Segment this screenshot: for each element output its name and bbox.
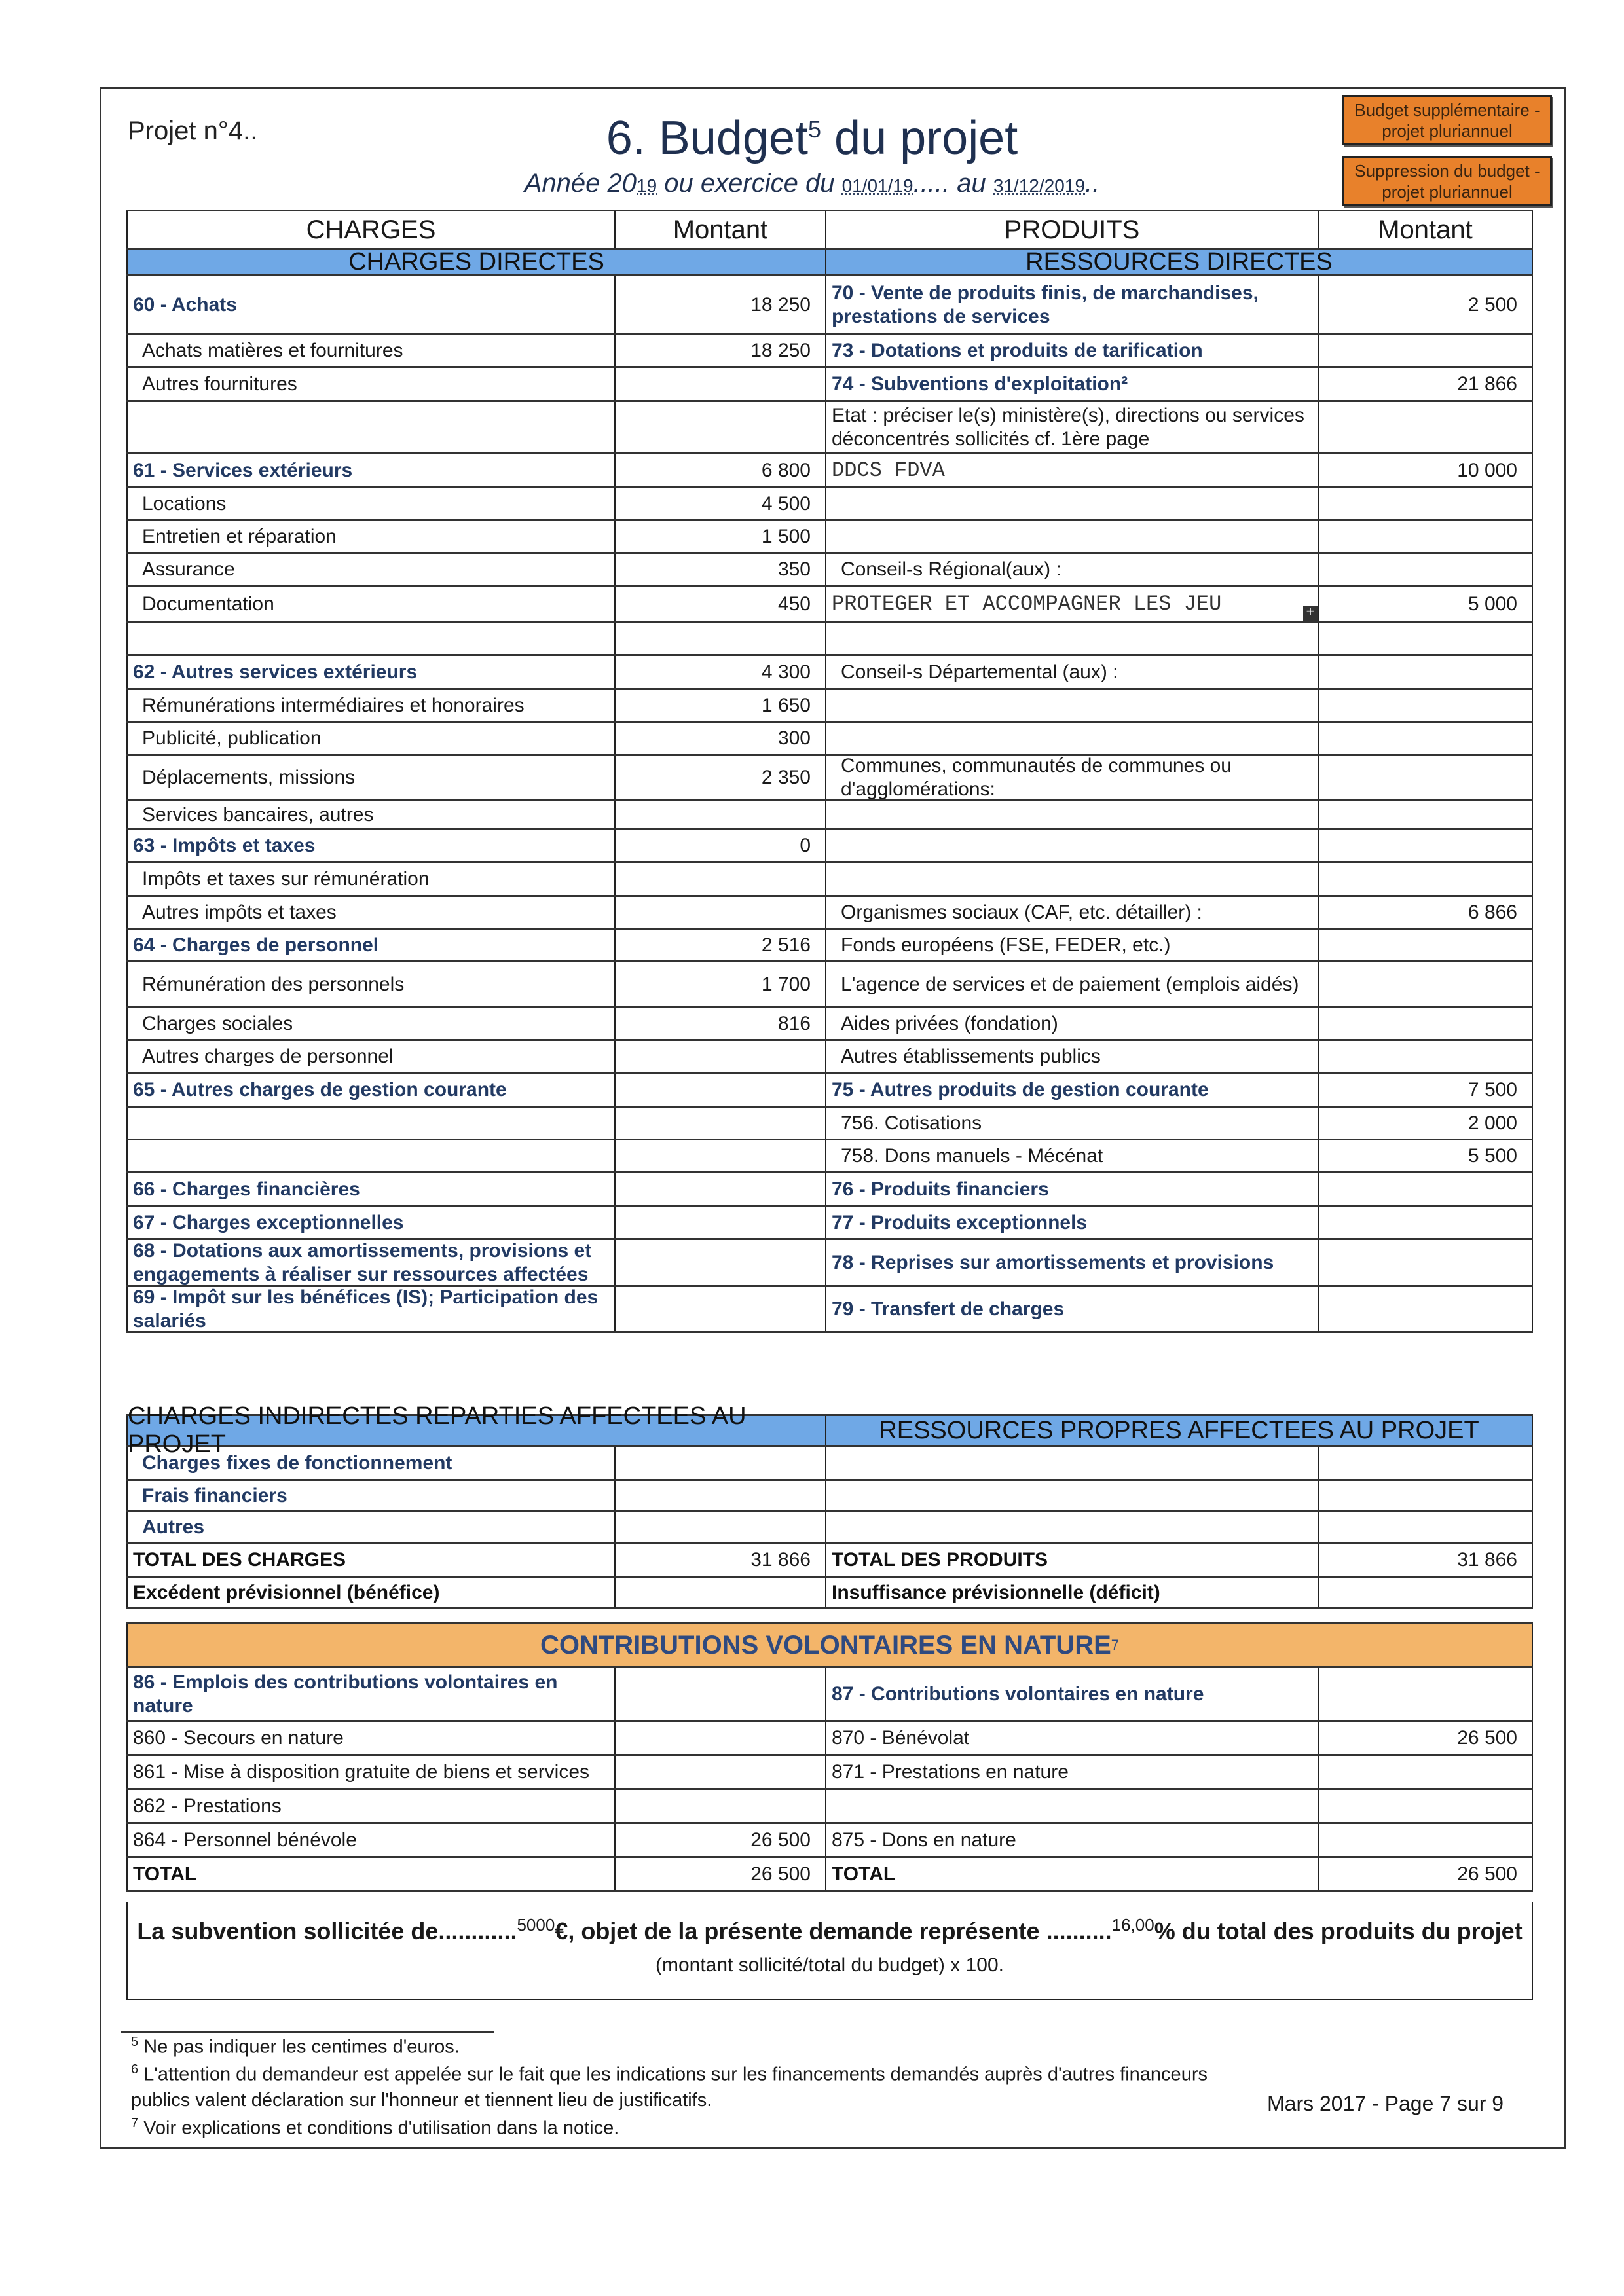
table-row xyxy=(126,1790,1533,1824)
charge-cell[interactable]: Frais financiers xyxy=(126,1481,614,1510)
table-row xyxy=(126,962,1533,1008)
header-montant-charges: Montant xyxy=(614,211,825,248)
charge-cell[interactable]: Charges sociales xyxy=(126,1008,614,1039)
table-row xyxy=(126,1481,1533,1512)
date-to-field[interactable]: 31/12/2019 xyxy=(993,175,1086,196)
charge-cell[interactable] xyxy=(126,1140,614,1171)
produit-amount-cell[interactable] xyxy=(1318,521,1533,552)
table-row xyxy=(126,454,1533,488)
charge-cell[interactable]: Assurance xyxy=(126,554,614,585)
table-row xyxy=(126,1824,1533,1858)
produit-amount-cell[interactable] xyxy=(1318,801,1533,828)
produit-amount-cell[interactable]: 26 500 xyxy=(1318,1722,1533,1754)
charge-amount-cell[interactable]: 18 250 xyxy=(614,335,825,366)
table-row xyxy=(126,521,1533,554)
insuffisance-label: Insuffisance prévisionnelle (déficit) xyxy=(825,1578,1318,1607)
page-title: 6. Budget$^5$ du projet xyxy=(606,112,1018,164)
produit-cell[interactable]: Organismes sociaux (CAF, etc. détailler) : xyxy=(825,897,1318,928)
table-row xyxy=(126,1173,1533,1207)
produit-amount-cell[interactable] xyxy=(1318,1447,1533,1479)
produit-amount-cell[interactable] xyxy=(1318,1756,1533,1788)
produit-cell[interactable]: TOTAL xyxy=(825,1858,1318,1890)
charge-amount-cell[interactable] xyxy=(614,1722,825,1754)
produit-amount-cell[interactable] xyxy=(1318,863,1533,895)
charge-amount-cell[interactable]: 4 500 xyxy=(614,488,825,519)
table-row xyxy=(126,488,1533,521)
produit-cell[interactable] xyxy=(825,1447,1318,1479)
produit-cell[interactable]: 74 - Subventions d'exploitation² xyxy=(825,368,1318,400)
charge-cell[interactable]: 68 - Dotations aux amortissements, provisions et engagements à réaliser sur ressources affectées xyxy=(126,1240,614,1285)
total-produits[interactable]: 31 866 xyxy=(1318,1544,1533,1576)
charge-amount-cell[interactable]: 1 700 xyxy=(614,962,825,1006)
charge-cell[interactable]: Charges fixes de fonctionnement xyxy=(126,1447,614,1479)
produit-amount-cell[interactable]: 5 500 xyxy=(1318,1140,1533,1171)
charge-amount-cell[interactable]: 2 350 xyxy=(614,756,825,799)
charge-cell[interactable]: 860 - Secours en nature xyxy=(126,1722,614,1754)
table-row xyxy=(126,335,1533,368)
charge-amount-cell[interactable] xyxy=(614,1756,825,1788)
produit-amount-cell[interactable] xyxy=(1318,690,1533,721)
table-row xyxy=(126,1722,1533,1756)
produit-cell[interactable] xyxy=(825,863,1318,895)
charge-amount-cell[interactable] xyxy=(614,402,825,452)
table-row xyxy=(126,1240,1533,1287)
table-row xyxy=(126,402,1533,454)
produit-cell[interactable]: 70 - Vente de produits finis, de marchandises, prestations de services xyxy=(825,276,1318,333)
charge-amount-cell[interactable]: 816 xyxy=(614,1008,825,1039)
produit-amount-cell[interactable]: 6 866 xyxy=(1318,897,1533,928)
header-produits: PRODUITS xyxy=(825,211,1318,248)
produit-amount-cell[interactable] xyxy=(1318,1240,1533,1285)
footnote-divider xyxy=(121,2031,494,2033)
produit-cell[interactable] xyxy=(825,830,1318,861)
charge-amount-cell[interactable] xyxy=(614,1041,825,1072)
charge-amount-cell[interactable]: 6 800 xyxy=(614,454,825,486)
produit-cell[interactable]: 73 - Dotations et produits de tarification xyxy=(825,335,1318,366)
table-row xyxy=(126,897,1533,930)
insuffisance[interactable] xyxy=(1318,1578,1533,1607)
charge-amount-cell[interactable] xyxy=(614,1074,825,1106)
produit-cell[interactable]: 79 - Transfert de charges xyxy=(825,1287,1318,1331)
produit-amount-cell[interactable] xyxy=(1318,623,1533,654)
produit-cell[interactable] xyxy=(825,1481,1318,1510)
table-row xyxy=(126,1207,1533,1240)
table-row xyxy=(126,801,1533,830)
charge-cell[interactable]: Achats matières et fournitures xyxy=(126,335,614,366)
produit-cell[interactable] xyxy=(825,801,1318,828)
produit-amount-cell[interactable] xyxy=(1318,1668,1533,1720)
produit-cell[interactable] xyxy=(825,623,1318,654)
table-row xyxy=(126,863,1533,897)
produit-amount-cell[interactable] xyxy=(1318,402,1533,452)
charge-amount-cell[interactable] xyxy=(614,801,825,828)
produit-amount-cell[interactable] xyxy=(1318,756,1533,799)
table-row xyxy=(126,1140,1533,1173)
charge-amount-cell[interactable] xyxy=(614,1287,825,1331)
charge-amount-cell[interactable] xyxy=(614,623,825,654)
table-row xyxy=(126,830,1533,863)
produit-amount-cell[interactable] xyxy=(1318,1008,1533,1039)
charge-amount-cell[interactable] xyxy=(614,897,825,928)
header-charges: CHARGES xyxy=(126,211,614,248)
charge-cell[interactable]: Impôts et taxes sur rémunération xyxy=(126,863,614,895)
charge-amount-cell[interactable]: 4 300 xyxy=(614,656,825,688)
excedent[interactable] xyxy=(614,1578,825,1607)
charge-cell[interactable]: 862 - Prestations xyxy=(126,1790,614,1822)
charge-cell[interactable]: 61 - Services extérieurs xyxy=(126,454,614,486)
charge-amount-cell[interactable]: 26 500 xyxy=(614,1858,825,1890)
charge-cell[interactable]: 69 - Impôt sur les bénéfices (IS); Participation des salariés xyxy=(126,1287,614,1331)
charge-cell[interactable]: 67 - Charges exceptionnelles xyxy=(126,1207,614,1238)
produit-amount-cell[interactable]: 7 500 xyxy=(1318,1074,1533,1106)
charge-cell[interactable]: Services bancaires, autres xyxy=(126,801,614,828)
charge-cell[interactable]: Documentation xyxy=(126,587,614,621)
charge-amount-cell[interactable]: 350 xyxy=(614,554,825,585)
charge-amount-cell[interactable] xyxy=(614,368,825,400)
section-ressources-propres: RESSOURCES PROPRES AFFECTEES AU PROJET xyxy=(825,1416,1533,1445)
footnote-6: $^6$ L'attention du demandeur est appelée sur le fait que les indications sur les financements demandés auprès d'autres financeurs xyxy=(131,2062,1208,2085)
charge-amount-cell[interactable] xyxy=(614,1447,825,1479)
produit-text: PROTEGER ET ACCOMPAGNER LES JEU xyxy=(832,592,1222,616)
table-row xyxy=(126,623,1533,656)
table-row xyxy=(126,756,1533,801)
produit-cell[interactable] xyxy=(825,521,1318,552)
produit-amount-cell[interactable] xyxy=(1318,962,1533,1006)
charge-amount-cell[interactable] xyxy=(614,1207,825,1238)
charge-cell[interactable] xyxy=(126,402,614,452)
header-montant-produits: Montant xyxy=(1318,211,1533,248)
produit-amount-cell[interactable] xyxy=(1318,1207,1533,1238)
charge-amount-cell[interactable]: 1 650 xyxy=(614,690,825,721)
charge-amount-cell[interactable] xyxy=(614,863,825,895)
table-row xyxy=(126,930,1533,962)
table-row xyxy=(126,1287,1533,1333)
produit-amount-cell[interactable]: 2 500 xyxy=(1318,276,1533,333)
produit-cell[interactable] xyxy=(825,1790,1318,1822)
charge-cell[interactable]: Entretien et réparation xyxy=(126,521,614,552)
section-contributions-title: CONTRIBUTIONS VOLONTAIRES EN NATURE 7 xyxy=(126,1624,1533,1666)
produit-amount-cell[interactable] xyxy=(1318,723,1533,754)
charge-cell[interactable]: Autres fournitures xyxy=(126,368,614,400)
charge-amount-cell[interactable] xyxy=(614,1173,825,1205)
charge-cell[interactable]: Rémunération des personnels xyxy=(126,962,614,1006)
table-row xyxy=(126,1756,1533,1790)
charge-amount-cell[interactable]: 1 500 xyxy=(614,521,825,552)
table-row xyxy=(126,1447,1533,1481)
subvention-amount[interactable]: 5000 xyxy=(517,1915,555,1935)
produit-amount-cell[interactable]: 10 000 xyxy=(1318,454,1533,486)
charge-cell[interactable]: Autres xyxy=(126,1512,614,1542)
charge-amount-cell[interactable]: 18 250 xyxy=(614,276,825,333)
charge-cell[interactable]: 861 - Mise à disposition gratuite de biens et services xyxy=(126,1756,614,1788)
charge-amount-cell[interactable]: 450 xyxy=(614,587,825,621)
expand-field-icon[interactable]: + xyxy=(1303,606,1318,621)
produit-cell[interactable]: 871 - Prestations en nature xyxy=(825,1756,1318,1788)
charge-amount-cell[interactable] xyxy=(614,1668,825,1720)
produit-cell[interactable]: 870 - Bénévolat xyxy=(825,1722,1318,1754)
total-charges-label: TOTAL DES CHARGES xyxy=(126,1544,614,1576)
year-field[interactable]: 19 xyxy=(637,175,657,196)
excedent-label: Excédent prévisionnel (bénéfice) xyxy=(126,1578,614,1607)
produit-cell[interactable]: Fonds européens (FSE, FEDER, etc.) xyxy=(825,930,1318,960)
charge-cell[interactable]: 66 - Charges financières xyxy=(126,1173,614,1205)
charge-amount-cell[interactable]: 0 xyxy=(614,830,825,861)
page-footer: Mars 2017 - Page 7 sur 9 xyxy=(1267,2092,1504,2115)
table-row xyxy=(126,1668,1533,1722)
fiscal-period: Année 2019 ou exercice du 01/01/19..... au 31/12/2019.. xyxy=(524,169,1100,198)
section-charges-indirectes: CHARGES INDIRECTES REPARTIES AFFECTEES AU PROJET xyxy=(126,1416,825,1445)
charge-amount-cell[interactable]: 300 xyxy=(614,723,825,754)
footnote-5: $^5$ Ne pas indiquer les centimes d'euros. xyxy=(131,2035,460,2058)
produit-cell[interactable] xyxy=(825,690,1318,721)
subvention-formula: (montant sollicité/total du budget) x 100. xyxy=(655,1954,1004,1976)
produit-cell[interactable]: L'agence de services et de paiement (emplois aidés) xyxy=(825,962,1318,1006)
subvention-percent[interactable]: 16,00 xyxy=(1111,1915,1154,1935)
produit-amount-cell[interactable] xyxy=(1318,1287,1533,1331)
table-header-row xyxy=(126,210,1533,250)
produit-amount-cell[interactable] xyxy=(1318,1790,1533,1822)
produit-cell[interactable]: 77 - Produits exceptionnels xyxy=(825,1207,1318,1238)
section-ressources-directes: RESSOURCES DIRECTES xyxy=(825,250,1533,274)
charge-cell[interactable] xyxy=(126,1108,614,1139)
produit-amount-cell[interactable] xyxy=(1318,554,1533,585)
produit-amount-cell[interactable] xyxy=(1318,1173,1533,1205)
charge-cell[interactable]: 60 - Achats xyxy=(126,276,614,333)
produit-amount-cell[interactable] xyxy=(1318,1041,1533,1072)
charge-cell[interactable] xyxy=(126,623,614,654)
table-row xyxy=(126,1108,1533,1140)
subvention-summary: La subvention sollicitée de............$^{5000}$€, objet de la présente demande représente ..........$^{16,00}$% du total des produits du projet (montant sollicité/total du budget) x 100. xyxy=(126,1902,1533,2000)
table-row xyxy=(126,723,1533,756)
produit-cell[interactable]: 756. Cotisations xyxy=(825,1108,1318,1139)
produit-cell[interactable]: Conseil-s Régional(aux) : xyxy=(825,554,1318,585)
produit-cell[interactable]: 875 - Dons en nature xyxy=(825,1824,1318,1856)
section-directes xyxy=(126,250,1533,276)
charge-amount-cell[interactable]: 26 500 xyxy=(614,1824,825,1856)
charge-cell[interactable]: Locations xyxy=(126,488,614,519)
charge-cell[interactable]: Autres impôts et taxes xyxy=(126,897,614,928)
total-charges[interactable]: 31 866 xyxy=(614,1544,825,1576)
table-row xyxy=(126,690,1533,723)
produit-cell[interactable]: 87 - Contributions volontaires en nature xyxy=(825,1668,1318,1720)
charge-cell[interactable]: 63 - Impôts et taxes xyxy=(126,830,614,861)
charge-amount-cell[interactable]: 2 516 xyxy=(614,930,825,960)
produit-cell[interactable] xyxy=(825,723,1318,754)
charge-amount-cell[interactable] xyxy=(614,1481,825,1510)
charge-cell[interactable]: 62 - Autres services extérieurs xyxy=(126,656,614,688)
charge-amount-cell[interactable] xyxy=(614,1790,825,1822)
produit-cell[interactable]: Autres établissements publics xyxy=(825,1041,1318,1072)
produit-amount-cell[interactable]: 5 000 xyxy=(1318,587,1533,621)
charge-cell[interactable]: Autres charges de personnel xyxy=(126,1041,614,1072)
charge-cell[interactable]: Rémunérations intermédiaires et honoraires xyxy=(126,690,614,721)
table-row xyxy=(126,554,1533,587)
charge-amount-cell[interactable] xyxy=(614,1140,825,1171)
table-row xyxy=(126,1008,1533,1041)
charge-amount-cell[interactable] xyxy=(614,1108,825,1139)
produit-amount-cell[interactable]: 21 866 xyxy=(1318,368,1533,400)
produit-amount-cell[interactable] xyxy=(1318,488,1533,519)
produit-cell[interactable]: Etat : préciser le(s) ministère(s), directions ou services déconcentrés sollicités cf. 1ère page xyxy=(825,402,1318,452)
charge-cell[interactable]: 64 - Charges de personnel xyxy=(126,930,614,960)
table-row xyxy=(126,276,1533,335)
produit-cell[interactable]: 758. Dons manuels - Mécénat xyxy=(825,1140,1318,1171)
charge-cell[interactable]: 65 - Autres charges de gestion courante xyxy=(126,1074,614,1106)
produit-amount-cell[interactable] xyxy=(1318,1824,1533,1856)
table-row xyxy=(126,587,1533,623)
produit-amount-cell[interactable] xyxy=(1318,335,1533,366)
table-row xyxy=(126,368,1533,402)
produit-cell[interactable]: 76 - Produits financiers xyxy=(825,1173,1318,1205)
produit-cell[interactable]: 75 - Autres produits de gestion courante xyxy=(825,1074,1318,1106)
result-row xyxy=(126,1578,1533,1609)
total-produits-label: TOTAL DES PRODUITS xyxy=(825,1544,1318,1576)
produit-amount-cell[interactable] xyxy=(1318,1481,1533,1510)
table-row xyxy=(126,1858,1533,1892)
produit-cell[interactable] xyxy=(825,1512,1318,1542)
project-number: Projet n°4.. xyxy=(128,117,258,145)
table-row xyxy=(126,1041,1533,1074)
section-contributions xyxy=(126,1622,1533,1668)
totals-row xyxy=(126,1544,1533,1578)
section-charges-directes: CHARGES DIRECTES xyxy=(126,250,825,274)
produit-amount-cell[interactable] xyxy=(1318,656,1533,688)
footnote-6-cont: publics valent déclaration sur l'honneur et tiennent lieu de justificatifs. xyxy=(131,2090,712,2111)
produit-amount-cell[interactable] xyxy=(1318,930,1533,960)
budget-supplementaire-button[interactable]: Budget supplémentaire - projet pluriannuel xyxy=(1342,95,1552,145)
produit-amount-cell[interactable]: 26 500 xyxy=(1318,1858,1533,1890)
produit-cell[interactable]: 78 - Reprises sur amortissements et provisions xyxy=(825,1240,1318,1285)
produit-cell[interactable]: Aides privées (fondation) xyxy=(825,1008,1318,1039)
produit-cell[interactable]: Communes, communautés de communes ou d'agglomérations: xyxy=(825,756,1318,799)
footnote-7: $^7$ Voir explications et conditions d'utilisation dans la notice. xyxy=(131,2116,619,2139)
section-indirectes xyxy=(126,1402,1533,1458)
charge-amount-cell[interactable] xyxy=(614,1240,825,1285)
table-row xyxy=(126,1074,1533,1108)
produit-cell[interactable] xyxy=(825,488,1318,519)
charge-cell[interactable]: TOTAL xyxy=(126,1858,614,1890)
produit-amount-cell[interactable] xyxy=(1318,1512,1533,1542)
charge-cell[interactable]: 864 - Personnel bénévole xyxy=(126,1824,614,1856)
suppression-budget-button[interactable]: Suppression du budget - projet pluriannuel xyxy=(1342,156,1552,206)
date-from-field[interactable]: 01/01/19 xyxy=(841,175,913,196)
charge-cell[interactable]: Déplacements, missions xyxy=(126,756,614,799)
charge-cell[interactable]: Publicité, publication xyxy=(126,723,614,754)
charge-amount-cell[interactable] xyxy=(614,1512,825,1542)
table-row xyxy=(126,656,1533,690)
produit-amount-cell[interactable]: 2 000 xyxy=(1318,1108,1533,1139)
produit-cell[interactable] xyxy=(825,587,1318,621)
produit-cell[interactable]: Conseil-s Départemental (aux) : xyxy=(825,656,1318,688)
table-row xyxy=(126,1512,1533,1544)
produit-amount-cell[interactable] xyxy=(1318,830,1533,861)
charge-cell[interactable]: 86 - Emplois des contributions volontaires en nature xyxy=(126,1668,614,1720)
produit-cell[interactable]: DDCS FDVA xyxy=(825,454,1318,486)
